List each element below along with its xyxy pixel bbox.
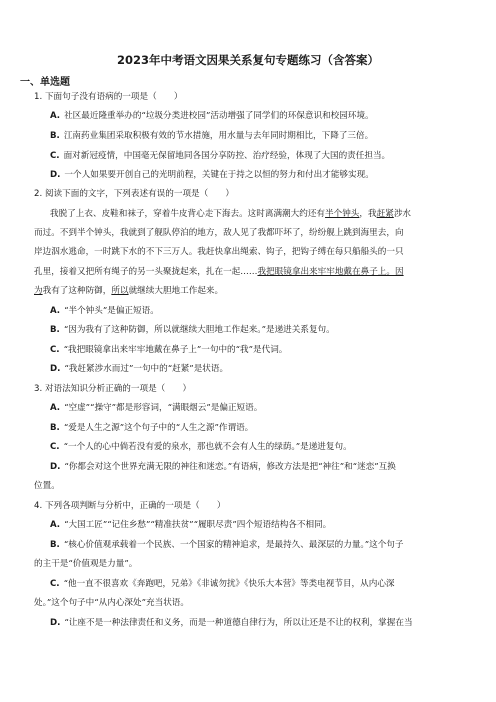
option-text: 江南药业集团采取积极有效的节水措施，用水量与去年同时期相比，下降了三倍。 [63, 131, 374, 141]
option-text: “半个钟头”是偏正短语。 [64, 306, 159, 316]
q1-option-c [50, 150, 390, 162]
question-3-stem [34, 383, 191, 395]
option-text: “让座不是一种法律责任和义务，而是一种道德自律行为，所以让还是不让的权利，掌握在当 [64, 618, 413, 628]
passage-line [34, 266, 404, 278]
q3-option-d [50, 461, 396, 473]
question-4-stem [34, 500, 225, 512]
option-label: B. [50, 131, 60, 141]
question-1-stem [34, 91, 182, 103]
section-heading: 一、单选题 [20, 77, 70, 88]
passage-line: 而过。不到半个钟头，我就到了舰队停泊的地方，敌人见了我都吓坏了，纷纷舰上跳到海里去，向 [34, 228, 404, 238]
underlined-text: 为 [34, 286, 43, 296]
q3-option-a [50, 402, 262, 414]
passage-text: 就继续大胆地工作起来。 [128, 286, 224, 296]
option-label: B. [50, 423, 60, 433]
q2-option-b [50, 324, 335, 336]
option-text: 一个人如果要开创自己的光明前程，关键在于持之以恒的努力和付出才能够实现。 [64, 170, 374, 180]
question-number: 3. [34, 384, 43, 394]
passage-line [50, 208, 411, 220]
passage-text: 我有了这种防御， [42, 286, 112, 296]
q3-option-c [50, 441, 352, 453]
q2-option-d [50, 363, 228, 375]
option-text: “空虚”“操守”都是形容词，“满眼烟云”是偏正短语。 [64, 403, 263, 413]
option-text: “大国工匠”“记住乡愁”“精准扶贫”“履职尽责”四个短语结构各不相同。 [64, 520, 332, 530]
passage-text: 涉水 [393, 209, 412, 219]
q4-option-a [50, 519, 331, 531]
option-label: A. [50, 520, 61, 530]
q1-option-a [50, 110, 374, 122]
option-label: C. [50, 579, 60, 589]
option-text: 面对新冠疫情，中国毫无保留地同各国分享防控、治疗经验，体现了大国的责任担当。 [63, 151, 391, 161]
option-label: C. [50, 442, 60, 452]
option-text: “一个人的心中倘若没有爱的泉水，那也就不会有人生的绿荫。”是递进复句。 [63, 442, 352, 452]
underlined-text: 因 [394, 267, 404, 277]
option-text: “我把眼镜拿出来牢牢地戴在鼻子上”一句中的“我”是代词。 [63, 345, 288, 355]
option-label: D. [50, 618, 61, 628]
underlined-text: 我 [257, 267, 267, 277]
passage-text: ，我 [359, 209, 377, 219]
question-text: 阅读下面的文字，下列表述有误的一项是（ ） [44, 189, 235, 199]
option-text: “爱是人生之源”这个句子中的“人生之源”作谓语。 [63, 423, 254, 433]
option-label: D. [50, 364, 61, 374]
question-number: 2. [34, 189, 43, 199]
option-text: “核心价值观承载着一个民族、一个国家的精神追求，是最持久、最深层的力量。”这个句子 [63, 540, 404, 550]
q3-option-b [50, 422, 253, 434]
q4-option-c [50, 578, 395, 590]
underlined-text: 赶紧 [376, 209, 394, 219]
question-2-stem [34, 188, 234, 200]
option-text: “因为我有了这种防御，所以就继续大胆地工作起来。”是递进关系复句。 [63, 325, 335, 335]
passage-text: 我脱了上衣、皮鞋和袜子，穿着牛皮背心走下海去。这时离满潮大约还有 [50, 209, 326, 219]
option-text: “他一直不很喜欢《奔跑吧，兄弟》《非诚勿扰》《快乐大本营》等类电视节目，从内心深 [63, 579, 395, 589]
option-label: B. [50, 325, 60, 335]
q2-option-c [50, 344, 287, 356]
question-text: 对语法知识分析正确的一项是（ ） [44, 384, 192, 394]
option-label: B. [50, 540, 60, 550]
question-number: 1. [34, 92, 43, 102]
option-label: C. [50, 151, 60, 161]
q1-option-b [50, 130, 373, 142]
q3-option-d-cont: 位置。 [34, 481, 60, 491]
question-number: 4. [34, 501, 43, 511]
passage-line: 岸边泅水逃命，一时跳下水的不下三万人。我赶快拿出绳索、钩子，把钩子缚在每只船船头的一只 [34, 247, 404, 257]
q4-option-b [50, 539, 403, 551]
q2-option-a [50, 305, 159, 317]
q4-option-c-cont: 处。”这个句子中“从内心深处”充当状语。 [34, 598, 189, 608]
option-label: C. [50, 345, 60, 355]
option-label: D. [50, 170, 61, 180]
question-text: 下列各项判断与分析中，正确的一项是（ ） [44, 501, 226, 511]
underlined-text: 半个钟头 [325, 209, 360, 219]
option-text: “你都会对这个世界充满无限的神往和迷恋。”有语病，修改方法是把“神往”和“迷恋”互换 [64, 462, 396, 472]
q4-option-d [50, 617, 413, 629]
option-text: 社区最近隆重举办的“垃圾分类进校园”活动增强了同学们的环保意识和校园环境。 [64, 111, 374, 121]
question-text: 下面句子没有语病的一项是（ ） [44, 92, 183, 102]
option-label: A. [50, 306, 61, 316]
option-label: A. [50, 403, 61, 413]
underlined-text: 把眼镜拿出来牢牢地戴在鼻子上。 [266, 267, 395, 277]
q4-option-b-cont: 的主干是“价值观是力量”。 [34, 559, 138, 569]
underlined-text: 所以 [111, 286, 129, 296]
passage-line [34, 285, 223, 297]
q1-option-d [50, 169, 374, 181]
passage-text: 孔里，接着又把所有绳子的另一头聚拢起来，扎在一起…… [34, 267, 258, 277]
option-label: A. [50, 111, 61, 121]
option-label: D. [50, 462, 61, 472]
page-title: 2023年中考语文因果关系复句专题练习（含答案） [116, 53, 379, 67]
option-text: “我赶紧涉水而过”一句中的“赶紧”是状语。 [64, 364, 229, 374]
